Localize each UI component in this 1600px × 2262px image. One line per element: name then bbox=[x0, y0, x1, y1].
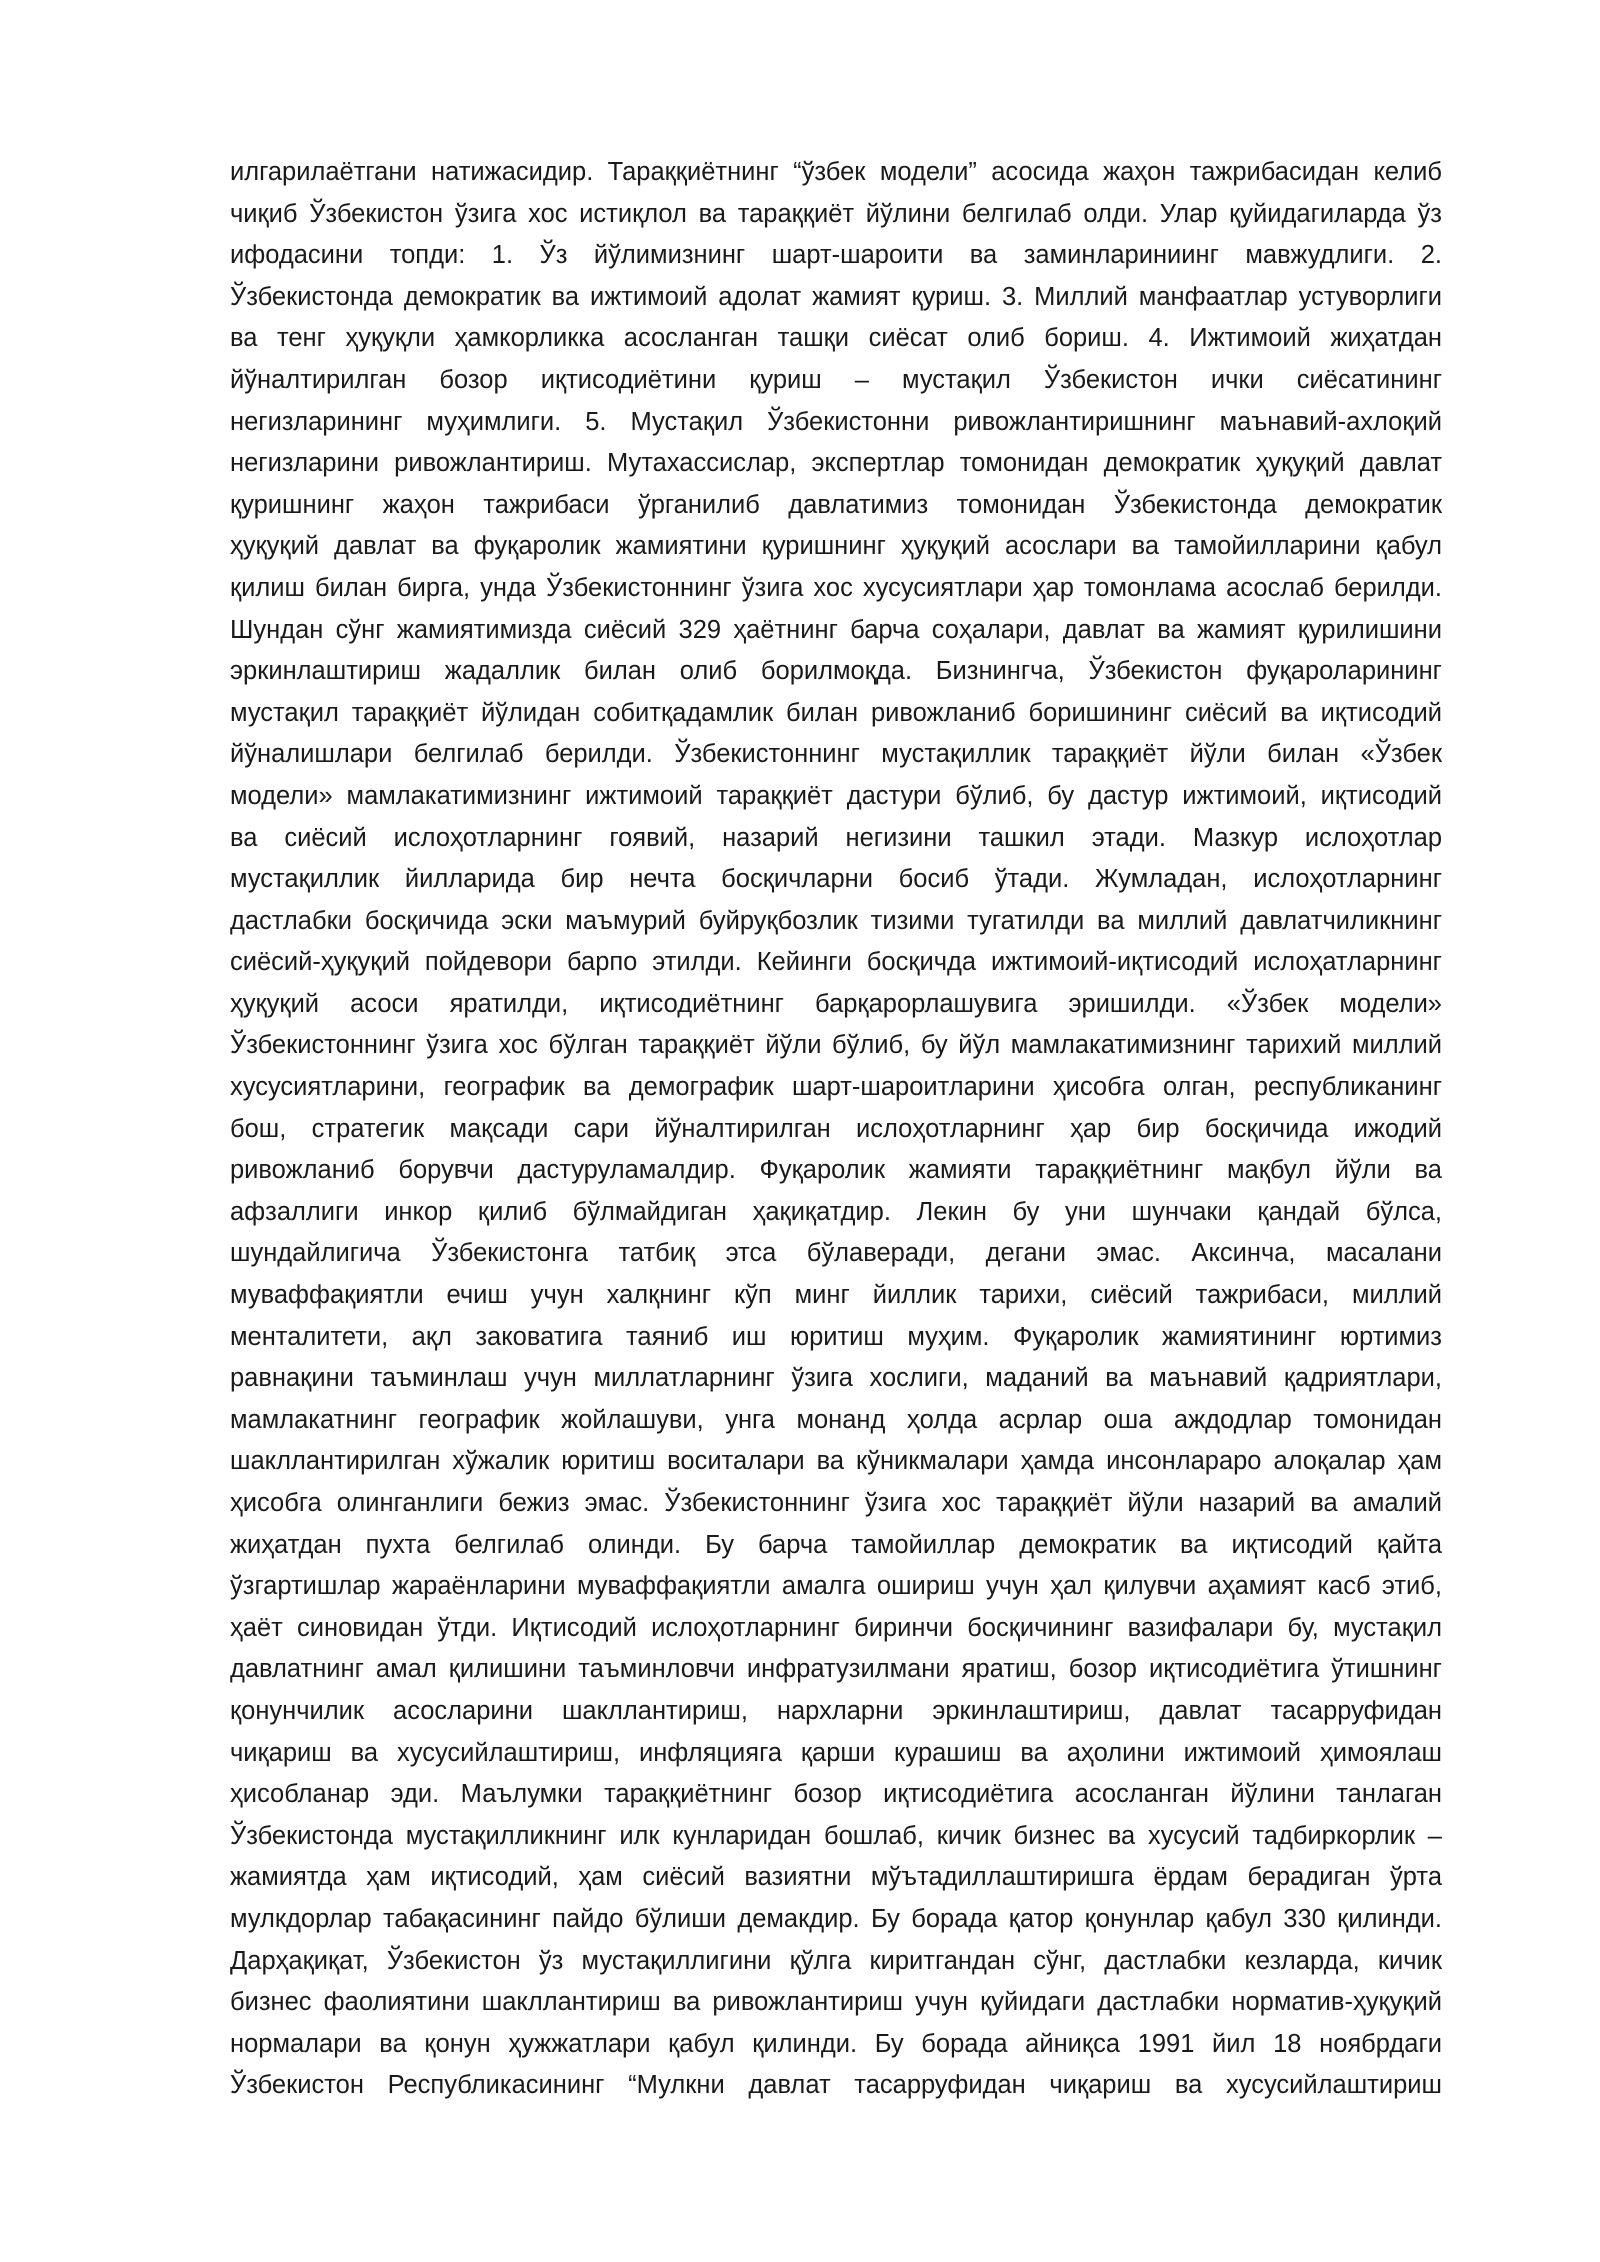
text-line: мустақиллик йилларида бир нечта босқичларни босиб ўтади. Жумладан, ислоҳотларнинг bbox=[230, 865, 1442, 894]
text-line: ҳуқуқий давлат ва фуқаролик жамиятини қуришнинг ҳуқуқий асослари ва тамойилларини қабул bbox=[230, 532, 1442, 561]
text-line: бош, стратегик мақсади сари йўналтирилган ислоҳотларнинг ҳар бир босқичида ижодий bbox=[230, 1114, 1442, 1143]
text-line: ҳуқуқий асоси яратилди, иқтисодиётнинг барқарорлашувига эришилди. «Ўзбек модели» bbox=[230, 989, 1442, 1018]
text-line: мамлакатнинг географик жойлашуви, унга монанд ҳолда асрлар оша аждодлар томонидан bbox=[230, 1405, 1442, 1434]
text-line: чиқиб Ўзбекистон ўзига хос истиқлол ва тараққиёт йўлини белгилаб олди. Улар қуйидагиларда ўз bbox=[230, 199, 1442, 228]
text-line: хусусиятларини, географик ва демографик шарт-шароитларини ҳисобга олган, республиканинг bbox=[230, 1073, 1442, 1102]
text-line: йўналтирилган бозор иқтисодиётини қуриш – мустақил Ўзбекистон ички сиёсатининг bbox=[230, 365, 1442, 394]
text-line: бизнес фаолиятини шакллантириш ва ривожлантириш учун қуйидаги дастлабки норматив-ҳуқуқий bbox=[230, 1988, 1442, 2017]
text-line: дастлабки босқичида эски маъмурий буйруқбозлик тизими тугатилди ва миллий давлатчиликнинг bbox=[230, 906, 1442, 935]
text-line: сиёсий-ҳуқуқий пойдевори барпо этилди. Кейинги босқичда ижтимоий-иқтисодий ислоҳатларнинг bbox=[230, 948, 1442, 977]
text-line: ҳисобланар эди. Маълумки тараққиётнинг бозор иқтисодиётига асосланган йўлини танлаган bbox=[230, 1780, 1442, 1809]
text-line: йўналишлари белгилаб берилди. Ўзбекистоннинг мустақиллик тараққиёт йўли билан «Ўзбек bbox=[230, 740, 1442, 769]
text-line: менталитети, ақл заковатига таяниб иш юритиш муҳим. Фуқаролик жамиятининг юртимиз bbox=[230, 1322, 1442, 1351]
text-line: илгарилаётгани натижасидир. Тараққиётнинг “ўзбек модели” асосида жаҳон тажрибасидан келиб bbox=[230, 158, 1442, 186]
text-line: афзаллиги инкор қилиб бўлмайдиган ҳақиқатдир. Лекин бу уни шунчаки қандай бўлса, bbox=[230, 1197, 1442, 1226]
body-text bbox=[230, 152, 1442, 2107]
text-line: жамиятда ҳам иқтисодий, ҳам сиёсий вазиятни мўътадиллаштиришга ёрдам берадиган ўрта bbox=[230, 1863, 1442, 1892]
text-line: Ўзбекистоннинг ўзига хос бўлган тараққиёт йўли бўлиб, бу йўл мамлакатимизнинг тарихий миллий bbox=[230, 1031, 1442, 1060]
text-line: қонунчилик асосларини шакллантириш, нархларни эркинлаштириш, давлат тасарруфидан bbox=[230, 1696, 1442, 1725]
text-line: негизларини ривожлантириш. Мутахассислар, экспертлар томонидан демократик ҳуқуқий давлат bbox=[230, 449, 1442, 478]
text-line: ва тенг ҳуқуқли ҳамкорликка асосланган ташқи сиёсат олиб бориш. 4. Ижтимоий жиҳатдан bbox=[230, 324, 1442, 353]
text-line: ҳаёт синовидан ўтди. Иқтисодий ислоҳотларнинг биринчи босқичининг вазифалари бу, мустақил bbox=[230, 1613, 1442, 1642]
text-line: Ўзбекистонда демократик ва ижтимоий адолат жамият қуриш. 3. Миллий манфаатлар устуворлиги bbox=[230, 282, 1442, 311]
text-line: Ўзбекистон Республикасининг “Мулкни давлат тасарруфидан чиқариш ва хусусийлаштириш bbox=[230, 2071, 1442, 2100]
text-line: Шундан сўнг жамиятимизда сиёсий 329 ҳаётнинг барча соҳалари, давлат ва жамият қурилишини bbox=[230, 615, 1442, 644]
text-line: ифодасини топди: 1. Ўз йўлимизнинг шарт-шароити ва заминлариниинг мавжудлиги. 2. bbox=[230, 241, 1442, 270]
text-line: мулкдорлар табақасининг пайдо бўлиши демакдир. Бу борада қатор қонунлар қабул 330 қилинди. bbox=[230, 1904, 1442, 1933]
text-line: ва сиёсий ислоҳотларнинг гоявий, назарий негизини ташкил этади. Мазкур ислоҳотлар bbox=[230, 823, 1442, 852]
text-line: Ўзбекистонда мустақилликнинг илк кунларидан бошлаб, кичик бизнес ва хусусий тадбиркорлик – bbox=[230, 1821, 1442, 1850]
text-line: қуришнинг жаҳон тажрибаси ўрганилиб давлатимиз томонидан Ўзбекистонда демократик bbox=[230, 490, 1442, 519]
text-line: ҳисобга олинганлиги бежиз эмас. Ўзбекистоннинг ўзига хос тараққиёт йўли назарий ва амалий bbox=[230, 1489, 1442, 1517]
text-line: шундайлигича Ўзбекистонга татбиқ этса бўлаверади, дегани эмас. Аксинча, масалани bbox=[230, 1239, 1442, 1268]
text-line: жиҳатдан пухта белгилаб олинди. Бу барча тамойиллар демократик ва иқтисодий қайта bbox=[230, 1530, 1442, 1559]
text-line: ўзгартишлар жараёнларини муваффақиятли амалга ошириш учун ҳал қилувчи аҳамият касб этиб, bbox=[230, 1572, 1442, 1601]
text-line: ривожланиб борувчи дастуруламалдир. Фуқаролик жамияти тараққиётнинг мақбул йўли ва bbox=[230, 1156, 1442, 1185]
text-line: модели» мамлакатимизнинг ижтимоий тараққиёт дастури бўлиб, бу дастур ижтимоий, иқтисодий bbox=[230, 781, 1442, 810]
text-line: эркинлаштириш жадаллик билан олиб борилмоқда. Бизнингча, Ўзбекистон фуқароларининг bbox=[230, 657, 1442, 686]
text-line: шакллантирилган хўжалик юритиш воситалари ва кўникмалари ҳамда инсонлараро алоқалар ҳам bbox=[230, 1447, 1442, 1476]
text-line: қилиш билан бирга, унда Ўзбекистоннинг ўзига хос хусусиятлари ҳар томонлама асослаб берилди. bbox=[230, 573, 1442, 602]
text-line: чиқариш ва хусусийлаштириш, инфляцияга қарши курашиш ва аҳолини ижтимоий ҳимоялаш bbox=[230, 1738, 1442, 1767]
text-line: Дарҳақиқат, Ўзбекистон ўз мустақиллигини қўлга киритгандан сўнг, дастлабки кезларда, кичик bbox=[230, 1946, 1442, 1975]
text-line: муваффақиятли ечиш учун халқнинг кўп минг йиллик тарихи, сиёсий тажрибаси, миллий bbox=[230, 1281, 1442, 1310]
text-line: нормалари ва қонун ҳужжатлари қабул қилинди. Бу борада айниқса 1991 йил 18 ноябрдаги bbox=[230, 2029, 1442, 2058]
text-line: давлатнинг амал қилишини таъминловчи инфратузилмани яратиш, бозор иқтисодиётига ўтишнинг bbox=[230, 1655, 1442, 1684]
text-line: мустақил тараққиёт йўлидан собитқадамлик билан ривожланиб боришининг сиёсий ва иқтисодий bbox=[230, 698, 1442, 727]
text-line: равнақини таъминлаш учун миллатларнинг ўзига хослиги, маданий ва маънавий қадриятлари, bbox=[230, 1364, 1442, 1393]
text-line: негизларининг муҳимлиги. 5. Мустақил Ўзбекистонни ривожлантиришнинг маънавий-ахлоқий bbox=[230, 407, 1442, 436]
